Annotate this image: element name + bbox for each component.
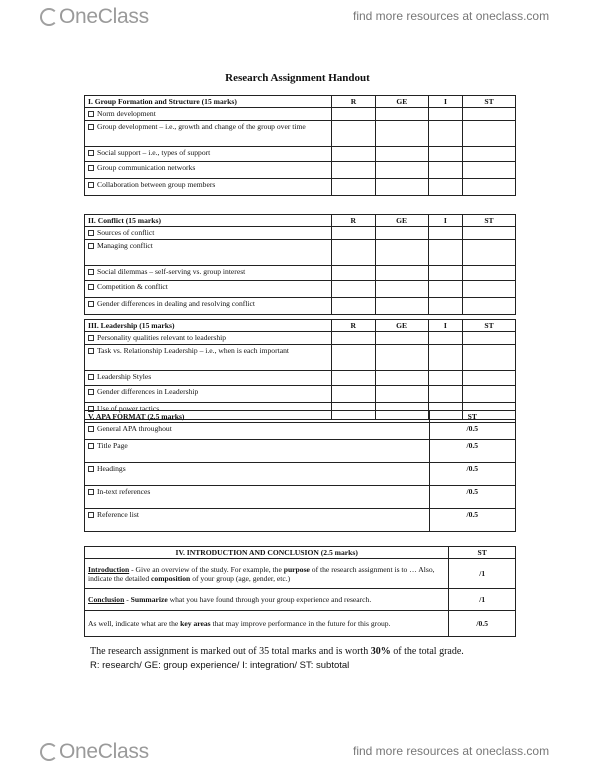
- checkbox-icon[interactable]: [88, 150, 94, 156]
- intro-lead: Conclusion: [88, 595, 125, 604]
- score-cell-r[interactable]: [332, 147, 376, 162]
- apa-score: /0.5: [429, 486, 515, 509]
- section-table-leadership: [84, 319, 516, 420]
- intro-text-cell: Introduction - Give an overview of the study. For example, the purpose of the research assignment is to … Also, indicate the detailed composition of your group (age, gender, etc.): [85, 559, 449, 589]
- section-heading: III. Leadership (15 marks): [85, 320, 332, 332]
- apa-header-row: [85, 411, 516, 423]
- apa-criteria-cell: [85, 423, 430, 440]
- criteria-label: Use of power tactics: [97, 404, 160, 413]
- score-cell-ge[interactable]: [375, 179, 428, 196]
- apa-score: /0.5: [429, 463, 515, 486]
- score-cell-st[interactable]: [463, 108, 516, 121]
- apa-score: /0.5: [429, 509, 515, 532]
- score-cell-ge[interactable]: [375, 147, 428, 162]
- score-cell-i[interactable]: [428, 147, 462, 162]
- score-cell-st[interactable]: [463, 371, 516, 386]
- intro-row: [85, 559, 516, 589]
- checkbox-icon[interactable]: [88, 182, 94, 188]
- criteria-label: Gender differences in dealing and resolving conflict: [97, 299, 256, 308]
- apa-criteria-label: Reference list: [97, 510, 139, 519]
- score-cell-st[interactable]: [463, 121, 516, 147]
- section-header-row: [85, 215, 516, 227]
- criteria-label: Sources of conflict: [97, 228, 155, 237]
- apa-criteria-label: General APA throughout: [97, 424, 172, 433]
- score-cell-st[interactable]: [463, 162, 516, 179]
- intro-row: [85, 589, 516, 611]
- score-cell-i[interactable]: [428, 332, 462, 345]
- page-title: Research Assignment Handout: [225, 72, 370, 84]
- criteria-cell: [85, 345, 332, 371]
- score-cell-ge[interactable]: [375, 298, 428, 315]
- footer-legend: R: research/ GE: group experience/ I: integration/ ST: subtotal: [90, 660, 350, 671]
- score-cell-r[interactable]: [332, 179, 376, 196]
- score-cell-i[interactable]: [428, 121, 462, 147]
- score-cell-r[interactable]: [331, 240, 375, 266]
- criteria-cell: [85, 281, 332, 298]
- apa-row: [85, 509, 516, 532]
- criteria-cell: [85, 227, 332, 240]
- score-cell-st[interactable]: [462, 266, 515, 281]
- resources-link[interactable]: find more resources at oneclass.com: [353, 9, 550, 23]
- criteria-cell: [85, 147, 332, 162]
- criteria-label: Norm development: [97, 109, 156, 118]
- score-cell-r[interactable]: [332, 108, 376, 121]
- apa-criteria-cell: [85, 440, 430, 463]
- checkbox-icon[interactable]: [88, 374, 94, 380]
- score-cell-ge[interactable]: [375, 371, 428, 386]
- score-cell-i[interactable]: [428, 298, 462, 315]
- score-cell-st[interactable]: [462, 298, 515, 315]
- score-cell-ge[interactable]: [375, 121, 428, 147]
- intro-text-cell: Conclusion - Summarize what you have found through your group experience and research.: [85, 589, 449, 611]
- criteria-cell: [85, 121, 332, 147]
- intro-text-cell: As well, indicate what are the key areas that may improve performance in the future for this group.: [85, 611, 449, 637]
- apa-criteria-label: Title Page: [97, 441, 128, 450]
- score-cell-ge[interactable]: [375, 266, 428, 281]
- col-header-i: I: [428, 320, 462, 332]
- score-cell-r[interactable]: [332, 121, 376, 147]
- apa-criteria-label: Headings: [97, 464, 126, 473]
- criteria-row: [85, 162, 516, 179]
- criteria-row: [85, 332, 516, 345]
- intro-score: /1: [449, 589, 516, 611]
- criteria-label: Task vs. Relationship Leadership – i.e., when is each important: [97, 346, 290, 355]
- logo-text: OneClass: [59, 5, 149, 28]
- criteria-cell: [85, 332, 332, 345]
- apa-criteria-cell: [85, 509, 430, 532]
- apa-score: /0.5: [429, 423, 515, 440]
- criteria-cell: [85, 179, 332, 196]
- checkbox-icon[interactable]: [88, 243, 94, 249]
- score-cell-i[interactable]: [428, 162, 462, 179]
- score-cell-st[interactable]: [462, 227, 515, 240]
- score-cell-r[interactable]: [332, 162, 376, 179]
- apa-row: [85, 440, 516, 463]
- score-cell-i[interactable]: [428, 266, 462, 281]
- criteria-row: [85, 371, 516, 386]
- apa-criteria-label: In-text references: [97, 487, 151, 496]
- score-cell-i[interactable]: [428, 108, 462, 121]
- section-heading: II. Conflict (15 marks): [85, 215, 332, 227]
- checkbox-icon[interactable]: [88, 389, 94, 395]
- col-header-st: ST: [463, 320, 516, 332]
- score-cell-r[interactable]: [331, 332, 375, 345]
- score-cell-ge[interactable]: [375, 240, 428, 266]
- oneclass-logo: [40, 5, 149, 29]
- criteria-label: Group communication networks: [97, 163, 196, 172]
- logo-o-mark: [40, 8, 58, 26]
- intro-row: [85, 611, 516, 637]
- score-cell-ge[interactable]: [375, 345, 428, 371]
- resources-link-bottom[interactable]: find more resources at oneclass.com: [353, 744, 550, 758]
- checkbox-icon[interactable]: [88, 348, 94, 354]
- criteria-label: Leadership Styles: [97, 372, 152, 381]
- logo-o-mark: [40, 743, 58, 761]
- checkbox-icon[interactable]: [88, 443, 94, 449]
- oneclass-logo-bottom: [40, 740, 149, 764]
- apa-heading: V. APA FORMAT (2.5 marks): [85, 411, 430, 423]
- score-cell-i[interactable]: [428, 179, 462, 196]
- criteria-cell: [85, 298, 332, 315]
- col-header-i: I: [428, 96, 462, 108]
- checkbox-icon[interactable]: [88, 301, 94, 307]
- score-cell-i[interactable]: [428, 345, 462, 371]
- criteria-row: [85, 298, 516, 315]
- score-cell-i[interactable]: [428, 371, 462, 386]
- apa-criteria-cell: [85, 486, 430, 509]
- checkbox-icon[interactable]: [88, 489, 94, 495]
- col-header-st: ST: [462, 215, 515, 227]
- criteria-label: Managing conflict: [97, 241, 153, 250]
- intro-lead: Introduction: [88, 564, 130, 574]
- apa-row: [85, 423, 516, 440]
- criteria-row: [85, 121, 516, 147]
- criteria-label: Personality qualities relevant to leadership: [97, 333, 227, 342]
- intro-conclusion-table: [84, 546, 516, 637]
- intro-score: /0.5: [449, 611, 516, 637]
- criteria-label: Gender differences in Leadership: [97, 387, 199, 396]
- score-cell-ge[interactable]: [375, 386, 428, 403]
- checkbox-icon[interactable]: [88, 466, 94, 472]
- criteria-cell: [85, 371, 332, 386]
- score-cell-ge[interactable]: [375, 108, 428, 121]
- score-cell-ge[interactable]: [375, 227, 428, 240]
- col-header-r: R: [331, 215, 375, 227]
- checkbox-icon[interactable]: [88, 230, 94, 236]
- criteria-row: [85, 108, 516, 121]
- criteria-row: [85, 147, 516, 162]
- score-cell-r[interactable]: [331, 298, 375, 315]
- section-heading: I. Group Formation and Structure (15 marks): [85, 96, 332, 108]
- score-cell-st[interactable]: [462, 240, 515, 266]
- criteria-label: Collaboration between group members: [97, 180, 216, 189]
- checkbox-icon[interactable]: [88, 512, 94, 518]
- criteria-row: [85, 179, 516, 196]
- score-cell-i[interactable]: [428, 386, 462, 403]
- criteria-cell: [85, 266, 332, 281]
- logo-text: OneClass: [59, 740, 149, 763]
- checkbox-icon[interactable]: [88, 269, 94, 275]
- checkbox-icon[interactable]: [88, 284, 94, 290]
- col-header-st: ST: [463, 96, 516, 108]
- score-cell-st[interactable]: [463, 147, 516, 162]
- apa-row: [85, 463, 516, 486]
- checkbox-icon[interactable]: [88, 335, 94, 341]
- keyword: composition: [151, 573, 191, 583]
- score-cell-r[interactable]: [331, 266, 375, 281]
- criteria-label: Group development – i.e., growth and change of the group over time: [97, 122, 306, 131]
- score-cell-i[interactable]: [428, 227, 462, 240]
- col-header-ge: GE: [375, 215, 428, 227]
- criteria-row: [85, 281, 516, 298]
- keyword: Summarize: [130, 595, 168, 604]
- score-cell-i[interactable]: [428, 240, 462, 266]
- col-header-ge: GE: [375, 320, 428, 332]
- section-header-row: [85, 96, 516, 108]
- score-cell-i[interactable]: [428, 281, 462, 298]
- score-cell-st[interactable]: [462, 281, 515, 298]
- score-cell-ge[interactable]: [375, 162, 428, 179]
- criteria-row: [85, 345, 516, 371]
- score-cell-st[interactable]: [463, 332, 516, 345]
- criteria-cell: [85, 240, 332, 266]
- criteria-row: [85, 266, 516, 281]
- score-cell-st[interactable]: [463, 386, 516, 403]
- checkbox-icon[interactable]: [88, 426, 94, 432]
- criteria-label: Competition & conflict: [97, 282, 168, 291]
- intro-score: /1: [449, 559, 516, 589]
- section-table-conflict: [84, 214, 516, 315]
- apa-score: /0.5: [429, 440, 515, 463]
- score-cell-st[interactable]: [463, 345, 516, 371]
- score-cell-r[interactable]: [331, 345, 375, 371]
- criteria-cell: [85, 162, 332, 179]
- checkbox-icon[interactable]: [88, 124, 94, 130]
- criteria-row: [85, 227, 516, 240]
- section-header-row: [85, 320, 516, 332]
- apa-criteria-cell: [85, 463, 430, 486]
- criteria-cell: [85, 386, 332, 403]
- criteria-cell: [85, 108, 332, 121]
- col-header-r: R: [332, 96, 376, 108]
- keyword: purpose: [283, 564, 310, 574]
- score-cell-ge[interactable]: [375, 281, 428, 298]
- score-cell-ge[interactable]: [375, 332, 428, 345]
- apa-format-table: [84, 410, 516, 532]
- criteria-row: [85, 240, 516, 266]
- criteria-label: Social support – i.e., types of support: [97, 148, 211, 157]
- col-header-ge: GE: [375, 96, 428, 108]
- col-header-st: ST: [429, 411, 515, 423]
- score-cell-r[interactable]: [331, 386, 375, 403]
- criteria-row: [85, 386, 516, 403]
- score-cell-r[interactable]: [331, 281, 375, 298]
- section-table-group-formation: [84, 95, 516, 196]
- col-header-st: ST: [449, 547, 516, 559]
- criteria-label: Social dilemmas – self-serving vs. group interest: [97, 267, 246, 276]
- checkbox-icon[interactable]: [88, 111, 94, 117]
- footer-marks-note: The research assignment is marked out of 35 total marks and is worth 30% of the total grade.: [90, 646, 464, 657]
- keyword: key areas: [180, 619, 211, 628]
- score-cell-r[interactable]: [331, 371, 375, 386]
- checkbox-icon[interactable]: [88, 165, 94, 171]
- col-header-i: I: [428, 215, 462, 227]
- col-header-r: R: [331, 320, 375, 332]
- score-cell-r[interactable]: [331, 227, 375, 240]
- apa-row: [85, 486, 516, 509]
- intro-header-row: [85, 547, 516, 559]
- intro-heading: IV. INTRODUCTION AND CONCLUSION (2.5 marks): [85, 547, 449, 559]
- score-cell-st[interactable]: [463, 179, 516, 196]
